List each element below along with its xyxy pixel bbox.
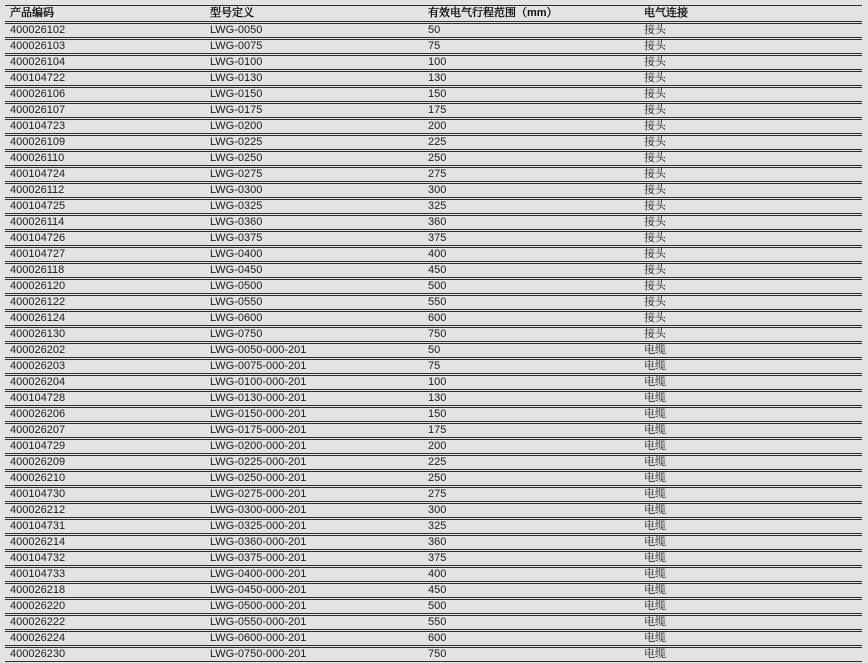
cell-product-code: 400026130 — [5, 327, 205, 342]
cell-product-code: 400026230 — [5, 647, 205, 662]
cell-electrical-connection: 电缆 — [639, 647, 862, 662]
table-row — [5, 279, 862, 294]
cell-electrical-connection: 电缆 — [639, 407, 862, 422]
table-row — [5, 71, 862, 86]
cell-model-definition: LWG-0500 — [205, 279, 423, 294]
cell-electrical-connection: 电缆 — [639, 455, 862, 470]
cell-model-definition: LWG-0175 — [205, 103, 423, 118]
cell-model-definition: LWG-0325-000-201 — [205, 519, 423, 534]
table-row — [5, 295, 862, 310]
cell-stroke-range: 300 — [423, 503, 639, 518]
cell-electrical-connection: 电缆 — [639, 599, 862, 614]
cell-product-code: 400104722 — [5, 71, 205, 86]
table-row — [5, 391, 862, 406]
cell-model-definition: LWG-0150-000-201 — [205, 407, 423, 422]
cell-stroke-range: 225 — [423, 455, 639, 470]
cell-model-definition: LWG-0400-000-201 — [205, 567, 423, 582]
table-row — [5, 583, 862, 598]
table-row — [5, 119, 862, 134]
cell-model-definition: LWG-0325 — [205, 199, 423, 214]
table-row — [5, 439, 862, 454]
cell-electrical-connection: 接头 — [639, 23, 862, 38]
cell-stroke-range: 200 — [423, 119, 639, 134]
cell-electrical-connection: 接头 — [639, 119, 862, 134]
cell-stroke-range: 500 — [423, 599, 639, 614]
cell-product-code: 400026214 — [5, 535, 205, 550]
cell-model-definition: LWG-0130 — [205, 71, 423, 86]
cell-product-code: 400026109 — [5, 135, 205, 150]
column-header-electrical-connection: 电气连接 — [639, 5, 862, 22]
cell-stroke-range: 600 — [423, 631, 639, 646]
cell-product-code: 400026220 — [5, 599, 205, 614]
table-row — [5, 311, 862, 326]
cell-electrical-connection: 电缆 — [639, 503, 862, 518]
cell-model-definition: LWG-0100-000-201 — [205, 375, 423, 390]
cell-model-definition: LWG-0250-000-201 — [205, 471, 423, 486]
cell-stroke-range: 75 — [423, 39, 639, 54]
cell-stroke-range: 275 — [423, 167, 639, 182]
table-row — [5, 151, 862, 166]
cell-model-definition: LWG-0375-000-201 — [205, 551, 423, 566]
cell-electrical-connection: 接头 — [639, 39, 862, 54]
cell-product-code: 400026107 — [5, 103, 205, 118]
table-row — [5, 407, 862, 422]
cell-stroke-range: 75 — [423, 359, 639, 374]
cell-product-code: 400104724 — [5, 167, 205, 182]
cell-electrical-connection: 接头 — [639, 103, 862, 118]
cell-product-code: 400026124 — [5, 311, 205, 326]
cell-stroke-range: 300 — [423, 183, 639, 198]
column-header-product-code: 产品编码 — [5, 5, 205, 22]
cell-electrical-connection: 电缆 — [639, 519, 862, 534]
cell-product-code: 400026204 — [5, 375, 205, 390]
header-row — [5, 5, 862, 22]
cell-electrical-connection: 电缆 — [639, 583, 862, 598]
table-row — [5, 487, 862, 502]
table-row — [5, 23, 862, 38]
column-header-stroke-range: 有效电气行程范围（mm） — [423, 5, 639, 22]
table-row — [5, 103, 862, 118]
cell-product-code: 400026114 — [5, 215, 205, 230]
cell-electrical-connection: 电缆 — [639, 551, 862, 566]
cell-product-code: 400104730 — [5, 487, 205, 502]
cell-stroke-range: 600 — [423, 311, 639, 326]
cell-model-definition: LWG-0550-000-201 — [205, 615, 423, 630]
cell-stroke-range: 150 — [423, 87, 639, 102]
cell-electrical-connection: 接头 — [639, 167, 862, 182]
cell-model-definition: LWG-0300 — [205, 183, 423, 198]
table-row — [5, 39, 862, 54]
table-row — [5, 359, 862, 374]
cell-model-definition: LWG-0360 — [205, 215, 423, 230]
cell-product-code: 400026206 — [5, 407, 205, 422]
cell-electrical-connection: 电缆 — [639, 375, 862, 390]
cell-model-definition: LWG-0100 — [205, 55, 423, 70]
product-spec-table — [5, 4, 862, 663]
cell-model-definition: LWG-0225 — [205, 135, 423, 150]
cell-product-code: 400104725 — [5, 199, 205, 214]
cell-stroke-range: 100 — [423, 375, 639, 390]
cell-electrical-connection: 接头 — [639, 87, 862, 102]
cell-model-definition: LWG-0150 — [205, 87, 423, 102]
cell-electrical-connection: 电缆 — [639, 359, 862, 374]
cell-model-definition: LWG-0050 — [205, 23, 423, 38]
cell-stroke-range: 325 — [423, 519, 639, 534]
cell-stroke-range: 450 — [423, 263, 639, 278]
cell-stroke-range: 50 — [423, 23, 639, 38]
cell-electrical-connection: 电缆 — [639, 439, 862, 454]
cell-model-definition: LWG-0450-000-201 — [205, 583, 423, 598]
cell-model-definition: LWG-0200-000-201 — [205, 439, 423, 454]
table-row — [5, 471, 862, 486]
cell-product-code: 400104729 — [5, 439, 205, 454]
cell-stroke-range: 200 — [423, 439, 639, 454]
table-row — [5, 535, 862, 550]
cell-electrical-connection: 接头 — [639, 279, 862, 294]
cell-stroke-range: 175 — [423, 423, 639, 438]
cell-electrical-connection: 接头 — [639, 327, 862, 342]
cell-product-code: 400104726 — [5, 231, 205, 246]
cell-stroke-range: 450 — [423, 583, 639, 598]
table-row — [5, 551, 862, 566]
cell-electrical-connection: 电缆 — [639, 487, 862, 502]
cell-stroke-range: 275 — [423, 487, 639, 502]
cell-stroke-range: 360 — [423, 215, 639, 230]
cell-stroke-range: 360 — [423, 535, 639, 550]
cell-model-definition: LWG-0600-000-201 — [205, 631, 423, 646]
table-row — [5, 375, 862, 390]
table-row — [5, 135, 862, 150]
cell-stroke-range: 550 — [423, 615, 639, 630]
table-row — [5, 599, 862, 614]
cell-model-definition: LWG-0075 — [205, 39, 423, 54]
table-row — [5, 55, 862, 70]
table-row — [5, 199, 862, 214]
cell-product-code: 400026203 — [5, 359, 205, 374]
cell-stroke-range: 400 — [423, 247, 639, 262]
cell-product-code: 400026112 — [5, 183, 205, 198]
cell-model-definition: LWG-0750 — [205, 327, 423, 342]
cell-stroke-range: 750 — [423, 327, 639, 342]
cell-electrical-connection: 电缆 — [639, 391, 862, 406]
cell-model-definition: LWG-0130-000-201 — [205, 391, 423, 406]
cell-electrical-connection: 接头 — [639, 311, 862, 326]
column-header-model-definition: 型号定义 — [205, 5, 423, 22]
cell-product-code: 400026207 — [5, 423, 205, 438]
table-row — [5, 327, 862, 342]
cell-electrical-connection: 接头 — [639, 183, 862, 198]
table-header — [5, 5, 862, 22]
table-row — [5, 423, 862, 438]
table-row — [5, 87, 862, 102]
cell-stroke-range: 375 — [423, 231, 639, 246]
cell-electrical-connection: 电缆 — [639, 535, 862, 550]
cell-stroke-range: 500 — [423, 279, 639, 294]
cell-stroke-range: 130 — [423, 391, 639, 406]
cell-model-definition: LWG-0275-000-201 — [205, 487, 423, 502]
cell-model-definition: LWG-0400 — [205, 247, 423, 262]
cell-model-definition: LWG-0375 — [205, 231, 423, 246]
cell-model-definition: LWG-0225-000-201 — [205, 455, 423, 470]
cell-electrical-connection: 接头 — [639, 231, 862, 246]
cell-stroke-range: 175 — [423, 103, 639, 118]
cell-model-definition: LWG-0300-000-201 — [205, 503, 423, 518]
cell-model-definition: LWG-0175-000-201 — [205, 423, 423, 438]
cell-product-code: 400104727 — [5, 247, 205, 262]
cell-stroke-range: 400 — [423, 567, 639, 582]
cell-model-definition: LWG-0450 — [205, 263, 423, 278]
cell-model-definition: LWG-0075-000-201 — [205, 359, 423, 374]
table-row — [5, 247, 862, 262]
cell-stroke-range: 130 — [423, 71, 639, 86]
cell-electrical-connection: 接头 — [639, 151, 862, 166]
cell-product-code: 400104732 — [5, 551, 205, 566]
cell-model-definition: LWG-0550 — [205, 295, 423, 310]
cell-model-definition: LWG-0050-000-201 — [205, 343, 423, 358]
cell-stroke-range: 325 — [423, 199, 639, 214]
cell-product-code: 400026106 — [5, 87, 205, 102]
cell-product-code: 400104733 — [5, 567, 205, 582]
cell-stroke-range: 100 — [423, 55, 639, 70]
cell-electrical-connection: 接头 — [639, 215, 862, 230]
cell-product-code: 400104723 — [5, 119, 205, 134]
table-row — [5, 455, 862, 470]
cell-electrical-connection: 电缆 — [639, 615, 862, 630]
table-row — [5, 631, 862, 646]
table-body — [5, 23, 862, 662]
cell-product-code: 400026209 — [5, 455, 205, 470]
table-row — [5, 183, 862, 198]
cell-stroke-range: 50 — [423, 343, 639, 358]
cell-stroke-range: 225 — [423, 135, 639, 150]
cell-product-code: 400026122 — [5, 295, 205, 310]
cell-model-definition: LWG-0360-000-201 — [205, 535, 423, 550]
cell-product-code: 400026104 — [5, 55, 205, 70]
cell-product-code: 400026212 — [5, 503, 205, 518]
cell-product-code: 400026224 — [5, 631, 205, 646]
cell-electrical-connection: 接头 — [639, 295, 862, 310]
cell-stroke-range: 375 — [423, 551, 639, 566]
cell-model-definition: LWG-0250 — [205, 151, 423, 166]
cell-electrical-connection: 电缆 — [639, 471, 862, 486]
cell-stroke-range: 250 — [423, 151, 639, 166]
cell-model-definition: LWG-0600 — [205, 311, 423, 326]
cell-electrical-connection: 电缆 — [639, 343, 862, 358]
cell-product-code: 400026218 — [5, 583, 205, 598]
cell-electrical-connection: 接头 — [639, 199, 862, 214]
cell-model-definition: LWG-0750-000-201 — [205, 647, 423, 662]
cell-product-code: 400026118 — [5, 263, 205, 278]
cell-product-code: 400026103 — [5, 39, 205, 54]
table-row — [5, 647, 862, 662]
table-row — [5, 343, 862, 358]
cell-stroke-range: 550 — [423, 295, 639, 310]
cell-product-code: 400104731 — [5, 519, 205, 534]
table-row — [5, 519, 862, 534]
cell-electrical-connection: 电缆 — [639, 567, 862, 582]
table-row — [5, 567, 862, 582]
table-row — [5, 263, 862, 278]
table-row — [5, 503, 862, 518]
cell-model-definition: LWG-0200 — [205, 119, 423, 134]
table-row — [5, 615, 862, 630]
cell-product-code: 400026222 — [5, 615, 205, 630]
cell-stroke-range: 250 — [423, 471, 639, 486]
cell-electrical-connection: 接头 — [639, 263, 862, 278]
cell-electrical-connection: 接头 — [639, 71, 862, 86]
table-row — [5, 231, 862, 246]
cell-electrical-connection: 接头 — [639, 135, 862, 150]
cell-electrical-connection: 电缆 — [639, 631, 862, 646]
cell-stroke-range: 750 — [423, 647, 639, 662]
cell-product-code: 400026120 — [5, 279, 205, 294]
cell-stroke-range: 150 — [423, 407, 639, 422]
cell-model-definition: LWG-0275 — [205, 167, 423, 182]
cell-product-code: 400026210 — [5, 471, 205, 486]
cell-product-code: 400026202 — [5, 343, 205, 358]
cell-electrical-connection: 接头 — [639, 55, 862, 70]
table-row — [5, 167, 862, 182]
cell-electrical-connection: 电缆 — [639, 423, 862, 438]
cell-electrical-connection: 接头 — [639, 247, 862, 262]
cell-product-code: 400104728 — [5, 391, 205, 406]
cell-product-code: 400026102 — [5, 23, 205, 38]
cell-model-definition: LWG-0500-000-201 — [205, 599, 423, 614]
table-row — [5, 215, 862, 230]
cell-product-code: 400026110 — [5, 151, 205, 166]
